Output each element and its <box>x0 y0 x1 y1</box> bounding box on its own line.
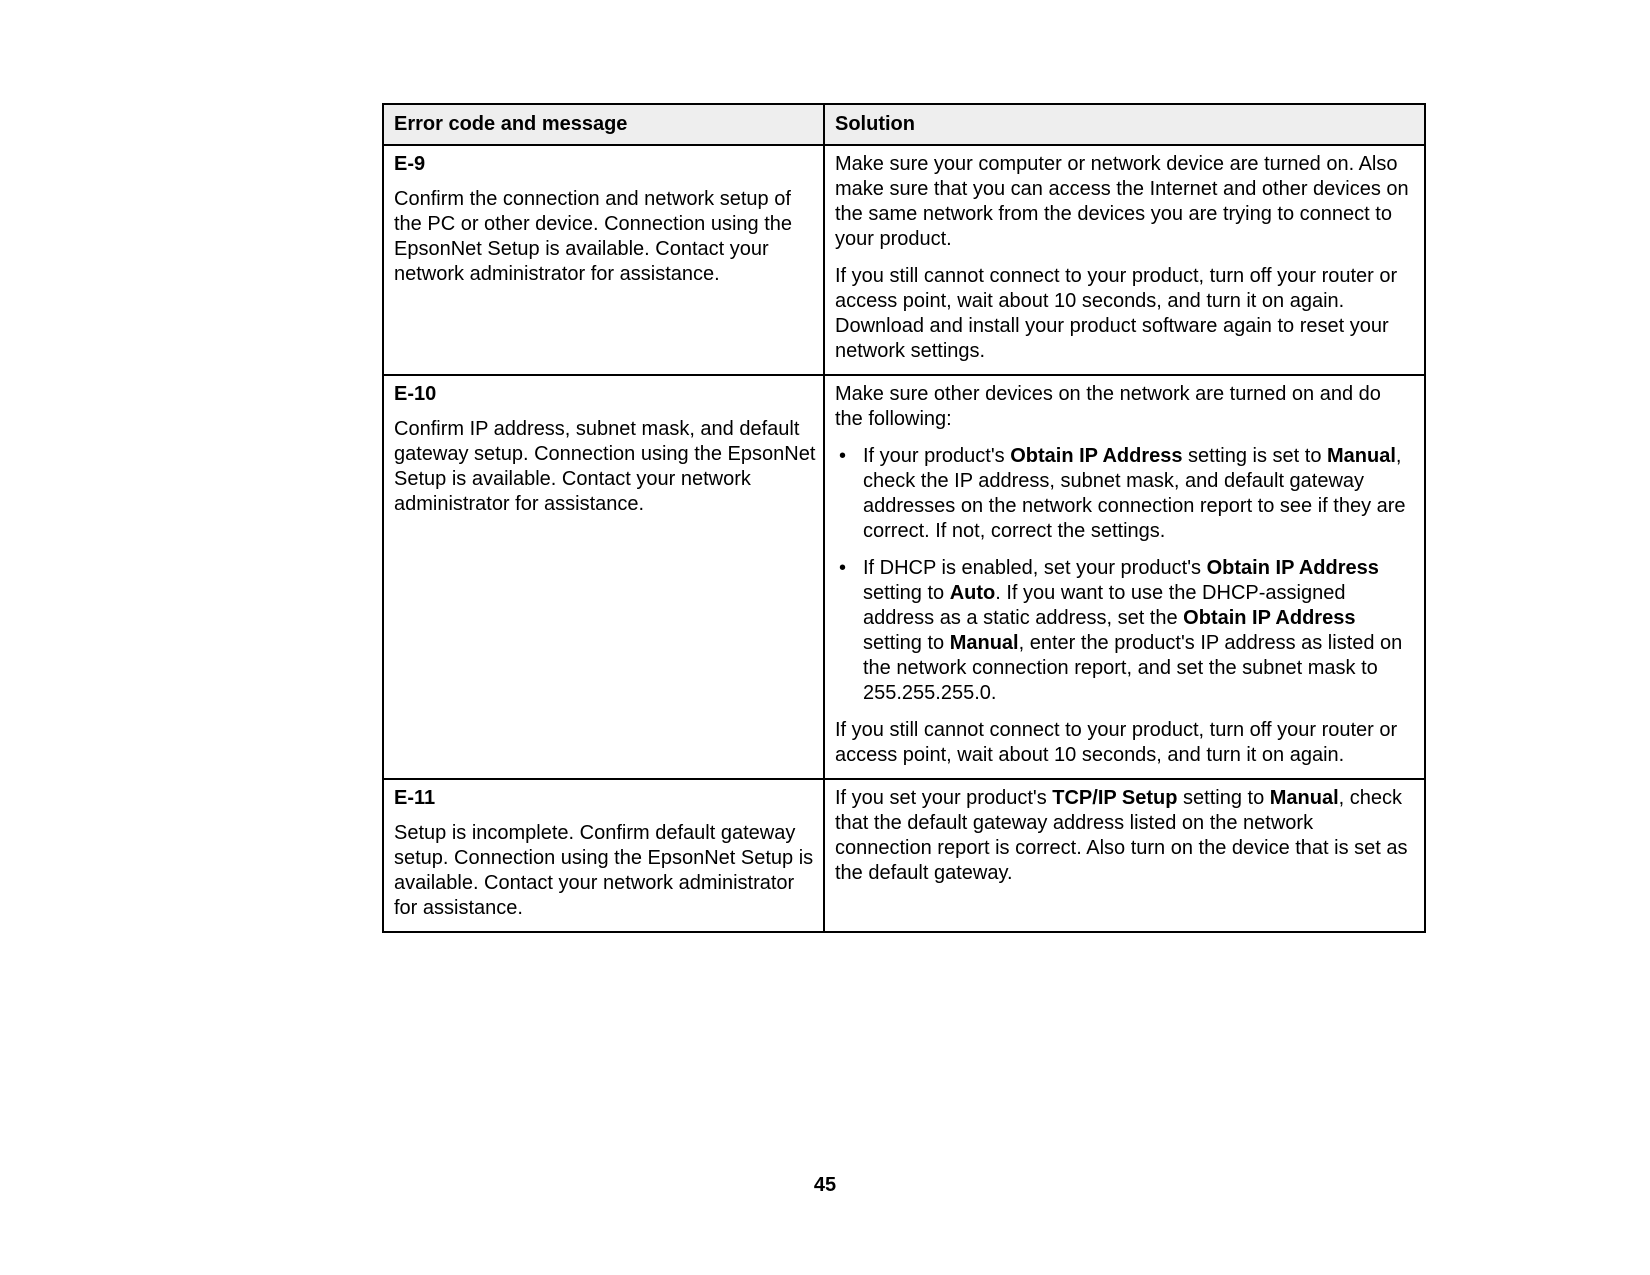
solution-cell <box>824 779 1425 932</box>
setting-name-bold: Manual <box>949 632 1019 654</box>
table-header-row <box>383 104 1425 145</box>
text-segment: , check the IP address, subnet mask, and default gateway addresses on the network connection report to see if they are correct. If not, correct the settings. <box>863 445 1406 542</box>
text-segment: setting is set to <box>1182 445 1327 467</box>
text-segment: . If you want to use the DHCP-assigned address as a static address, set the <box>863 582 1346 629</box>
setting-name-bold: Obtain IP Address <box>1010 445 1183 467</box>
error-code: E-9 <box>394 153 426 175</box>
error-message: Confirm IP address, subnet mask, and default gateway setup. Connection using the EpsonNet Setup is available. Contact your network administrator for assistance. <box>394 418 816 515</box>
error-table-body <box>383 145 1425 932</box>
text-segment: , check that the default gateway address listed on the network connection report is correct. Also turn on the device that is set as the default gateway. <box>835 787 1408 884</box>
error-cell <box>383 145 824 375</box>
text-segment: If your product's <box>863 445 1011 467</box>
solution-bullet-item <box>835 444 1414 544</box>
text-segment: setting to <box>1177 787 1270 809</box>
error-cell <box>383 779 824 932</box>
setting-name-bold: Manual <box>1327 445 1396 467</box>
error-code: E-11 <box>394 787 436 809</box>
error-message: Confirm the connection and network setup of the PC or other device. Connection using the EpsonNet Setup is available. Contact your network administrator for assistance. <box>394 188 793 285</box>
solution-paragraph <box>835 264 1414 364</box>
table-row <box>383 375 1425 779</box>
page-number: 45 <box>813 1174 837 1196</box>
setting-name-bold: Manual <box>1269 787 1339 809</box>
text-segment: If DHCP is enabled, set your product's <box>863 557 1207 579</box>
text-segment: If you still cannot connect to your product, turn off your router or access point, wait about 10 seconds, and turn it on again. Download and install your product software again to reset your network settings. <box>835 265 1398 362</box>
setting-name-bold: Obtain IP Address <box>1183 607 1356 629</box>
text-segment: Make sure your computer or network device are turned on. Also make sure that you can access the Internet and other devices on the same network from the devices you are trying to connect to your product. <box>835 153 1409 250</box>
solution-bullet-item <box>835 556 1414 706</box>
solution-paragraph <box>835 382 1414 432</box>
solution-paragraph <box>835 152 1414 252</box>
column-header-error-code: Error code and message <box>383 104 824 145</box>
solution-paragraph <box>835 786 1414 886</box>
setting-name-bold: Obtain IP Address <box>1206 557 1379 579</box>
text-segment: , enter the product's IP address as listed on the network connection report, and set the subnet mask to 255.255.255.0. <box>863 632 1403 704</box>
text-segment: If you still cannot connect to your product, turn off your router or access point, wait about 10 seconds, and turn it on again. <box>835 719 1398 766</box>
text-segment: setting to <box>863 632 950 654</box>
error-code-table <box>382 103 1426 933</box>
table-row <box>383 145 1425 375</box>
text-segment: setting to <box>863 582 950 604</box>
column-header-solution: Solution <box>824 104 1425 145</box>
error-cell <box>383 375 824 779</box>
text-segment: Make sure other devices on the network are turned on and do the following: <box>835 383 1381 430</box>
solution-cell <box>824 145 1425 375</box>
setting-name-bold: Auto <box>949 582 996 604</box>
text-segment: If you set your product's <box>835 787 1053 809</box>
table-row <box>383 779 1425 932</box>
setting-name-bold: TCP/IP Setup <box>1052 787 1178 809</box>
error-message: Setup is incomplete. Confirm default gateway setup. Connection using the EpsonNet Setup is available. Contact your network administrator for assistance. <box>394 822 814 919</box>
solution-paragraph <box>835 718 1414 768</box>
solution-cell <box>824 375 1425 779</box>
error-code: E-10 <box>394 383 437 405</box>
